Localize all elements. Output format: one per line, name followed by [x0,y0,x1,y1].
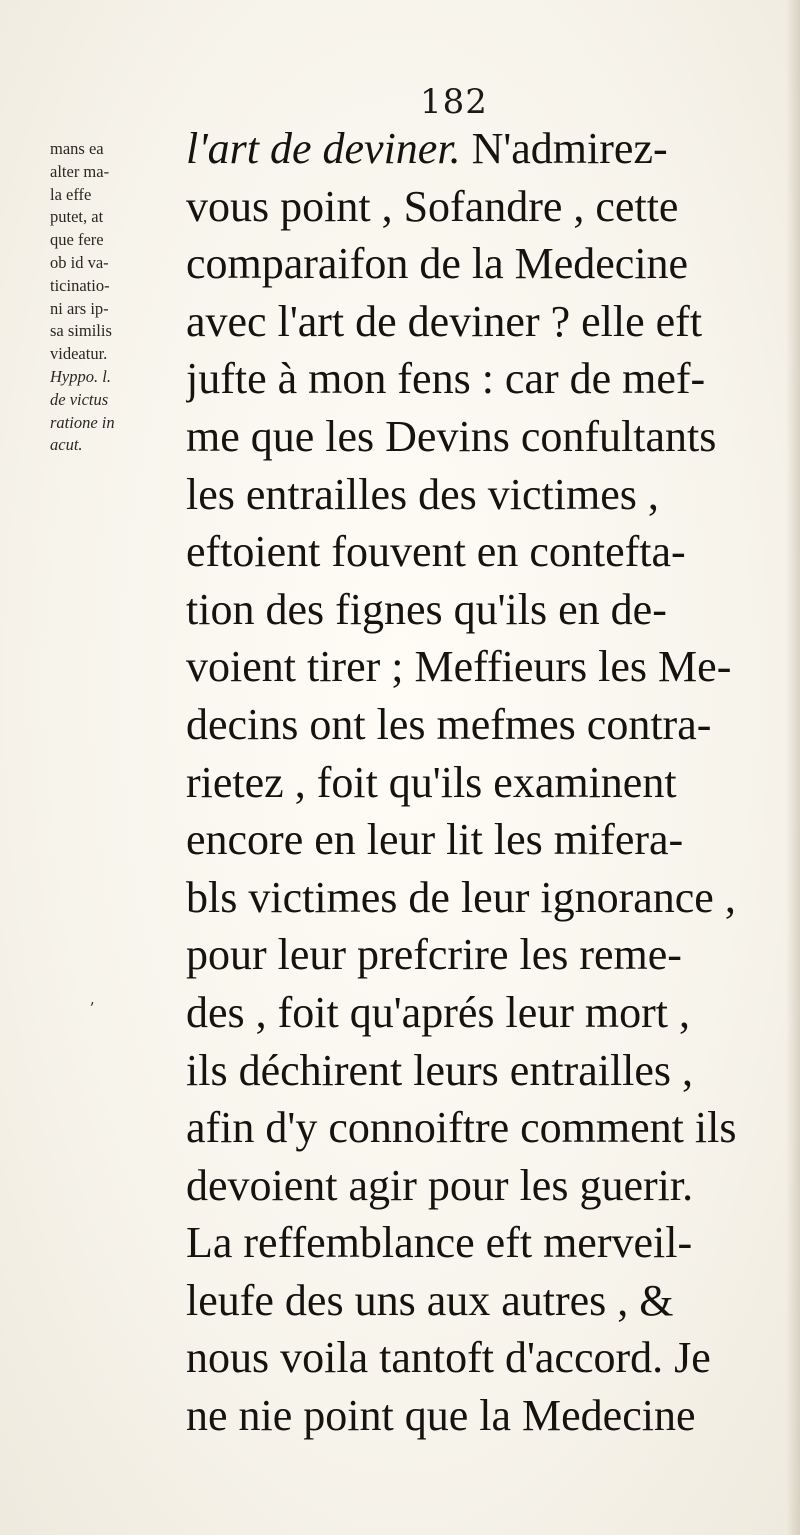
body-line: eftoient fouvent en contefta- [186,527,686,577]
body-line: La reffemblance eft merveil- [186,1218,693,1268]
body-line: ne nie point que la Medecine [186,1391,696,1441]
margin-note-line: ticinatio- [50,275,110,295]
body-line: voient tirer ; Meffieurs les Me- [186,642,732,692]
margin-note-line: videatur. [50,344,108,364]
margin-note-line: mans ea [50,139,104,158]
margin-citation-line: de victus [50,389,109,409]
page-edge-shadow [786,0,800,1535]
body-line: me que les Devins confultants [186,411,717,461]
body-line: devoient agir pour les guerir. [186,1160,694,1210]
body-line-rest: N'admirez- [460,124,668,173]
body-line: tion des fignes qu'ils en de- [186,584,667,634]
body-line: jufte à mon fens : car de mef- [186,354,706,404]
italic-phrase: l'art de deviner. [186,124,461,173]
body-line: afin d'y connoiftre comment ils [186,1103,737,1153]
body-line: avec l'art de deviner ? elle eft [186,296,703,346]
body-line: bls victimes de leur ignorance , [186,872,736,922]
margin-note-line: ni ars ip- [50,298,109,318]
body-line: des , foit qu'aprés leur mort , [186,987,691,1037]
margin-note [50,138,180,457]
body-line: pour leur prefcrire les reme- [186,930,682,980]
body-line: nous voila tantoft d'accord. Je [186,1333,711,1383]
body-line: leufe des uns aux autres , & [186,1275,674,1325]
body-line: vous point , Sofandre , cette [186,181,679,231]
body-line: ils déchirent leurs entrailles , [186,1045,694,1095]
margin-note-line: alter ma- [50,161,110,181]
body-line: encore en leur lit les mifera- [186,815,684,865]
body-line: decins ont les mefmes contra- [186,699,712,749]
margin-note-line: la effe [50,184,92,204]
body-line: rietez , foit qu'ils examinent [186,757,677,807]
body-text [186,120,786,1445]
margin-note-line: sa similis [50,321,112,341]
margin-note-line: putet, at [50,207,104,227]
body-line-first [186,120,786,178]
margin-note-line: que fere [50,230,104,250]
margin-citation-line: ratione in [50,412,115,432]
body-line: comparaifon de la Medecine [186,239,689,289]
body-line: les entrailles des victimes , [186,469,659,519]
page-number: 182 [420,82,488,122]
margin-citation-line: acut. [50,435,83,455]
margin-note-line: ob id va- [50,252,109,272]
ink-speck: ʼ [89,999,95,1018]
margin-citation-line: Hyppo. l. [50,366,111,386]
